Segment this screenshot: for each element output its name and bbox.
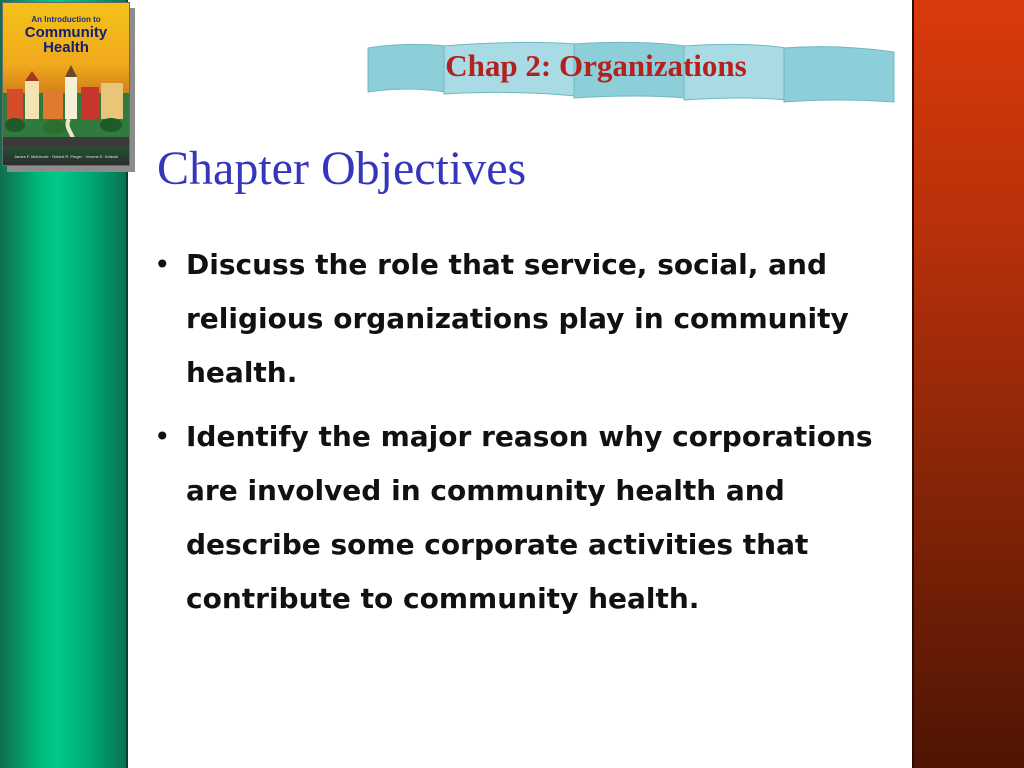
book-cover-image	[2, 2, 130, 166]
right-decorative-band	[912, 0, 1024, 768]
town-illustration	[3, 63, 129, 147]
objective-text: Discuss the role that service, social, and religious organizations play in community health.	[186, 248, 849, 389]
objective-text: Identify the major reason why corporations are involved in community health and describe some corporate activities that contribute to community health.	[186, 420, 873, 615]
objectives-list	[150, 238, 900, 636]
chapter-banner-title: Chap 2: Organizations	[445, 48, 747, 83]
book-cover-title-line-1: Community	[24, 24, 108, 41]
book-cover-title-line-2: Health	[43, 39, 89, 56]
list-item	[150, 238, 900, 400]
book-cover-authors: James F. McKenzie · Robert R. Pinger · Jerome E. Kotecki	[13, 154, 119, 159]
slide-title: Chapter Objectives	[157, 142, 527, 195]
bullet-dot-icon: •	[154, 420, 171, 453]
list-item	[150, 410, 900, 626]
book-cover-small-title: An Introduction to	[31, 15, 101, 24]
bullet-dot-icon: •	[154, 248, 171, 281]
